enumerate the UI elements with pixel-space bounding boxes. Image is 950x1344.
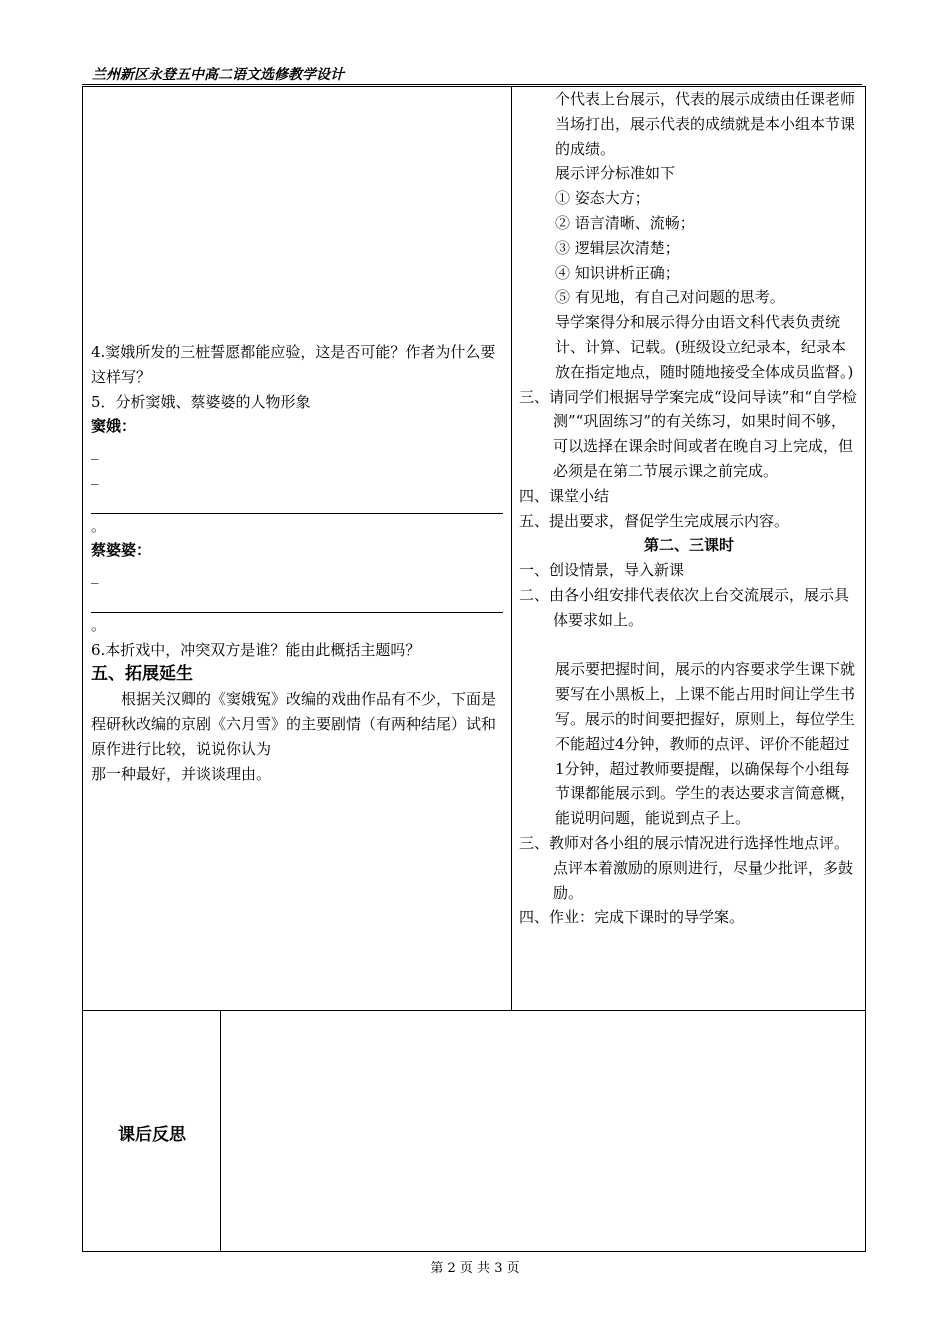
header-rule (82, 84, 862, 85)
lesson-step-1: 一、创设情景，导入新课 (519, 561, 685, 580)
section-5-title: 五、拓展延生 (91, 664, 193, 685)
lesson-step-2: 二、由各小组安排代表依次上台交流展示，展示具体要求如上。 (519, 585, 850, 629)
answer-line (91, 489, 503, 514)
step-5: 五、提出要求，督促学生完成展示内容。 (519, 511, 790, 530)
lesson-step-3: 三、教师对各小组的展示情况进行选择性地点评。点评本着激励的原则进行，尽量少批评，多鼓励。 (519, 833, 854, 902)
spacer (519, 633, 859, 658)
answer-blank: _ (91, 566, 99, 585)
criteria-item: ⑤ 有见地，有自己对问题的思考。 (555, 288, 785, 307)
caipopo-label: 蔡婆婆： (91, 541, 152, 560)
question-5: 5．分析窦娥、蔡婆婆的人物形象 (91, 392, 311, 411)
right-column (519, 87, 859, 930)
answer-blank: _ (91, 466, 99, 485)
reflection-label: 课后反思 (118, 1124, 186, 1145)
criteria-item: ④ 知识讲析正确； (555, 263, 680, 282)
question-6: 6.本折戏中，冲突双方是谁？能由此概括主题吗？ (91, 640, 421, 659)
display-requirements: 展示要把握时间，展示的内容要求学生课下就要写在小黑板上，上课不能占用时间让学生书写。展示的时间要把握好，原则上，每位学生不能超过4分钟，教师的点评、评价不能超过1分钟，超过教师要提醒，以确保每个小组每节课都能展示到。学生的表达要求言简意概，能说明问题，能说到点子上。 (555, 660, 856, 828)
lesson-23-title: 第二、三课时 (643, 536, 734, 555)
section-5-paragraph-end: 那一种最好，并谈谈理由。 (91, 764, 272, 783)
criteria-title: 展示评分标准如下 (555, 164, 676, 183)
end-mark: 。 (91, 615, 107, 634)
scoring-text: 导学案得分和展示得分由语文科代表负责统计、计算、记载。(班级设立纪录本，纪录本放在指定地点，随时随地接受全体成员监督。) (555, 313, 854, 381)
intro-text: 个代表上台展示，代表的展示成绩由任课老师当场打出，展示代表的成绩就是本小组本节课的成绩。 (555, 90, 856, 158)
page-footer: 第 2 页 共 3 页 (430, 1261, 520, 1276)
criteria-item: ③ 逻辑层次清楚； (555, 238, 680, 257)
end-mark: 。 (91, 516, 107, 535)
section-5-paragraph: 根据关汉卿的《窦娥冤》改编的戏曲作品有不少，下面是程研秋改编的京剧《六月雪》的主要剧情（有两种结尾）试和原作进行比较，说说你认为 (91, 690, 497, 758)
criteria-item: ② 语言清晰、流畅； (555, 213, 695, 232)
lesson-table (82, 86, 866, 1252)
step-4: 四、课堂小结 (519, 486, 610, 505)
doue-label: 窦娥： (91, 417, 137, 436)
step-3: 三、请同学们根据导学案完成“设问导读”和“自学检测”“巩固练习”的有关练习，如果时间不够，可以选择在课余时间或者在晚自习上完成，但必须是在第二节展示课之前完成。 (519, 387, 858, 480)
question-4: 4.窦娥所发的三桩誓愿都能应验，这是否可能？作者为什么要这样写？ (91, 343, 496, 386)
lesson-step-4: 四、作业：完成下课时的导学案。 (519, 908, 745, 927)
left-column (91, 340, 503, 786)
answer-line (91, 588, 503, 613)
page-header: 兰州新区永登五中高二语文选修教学设计 (92, 67, 344, 83)
answer-blank: _ (91, 442, 99, 461)
column-divider (511, 87, 512, 1011)
criteria-item: ① 姿态大方； (555, 189, 650, 208)
